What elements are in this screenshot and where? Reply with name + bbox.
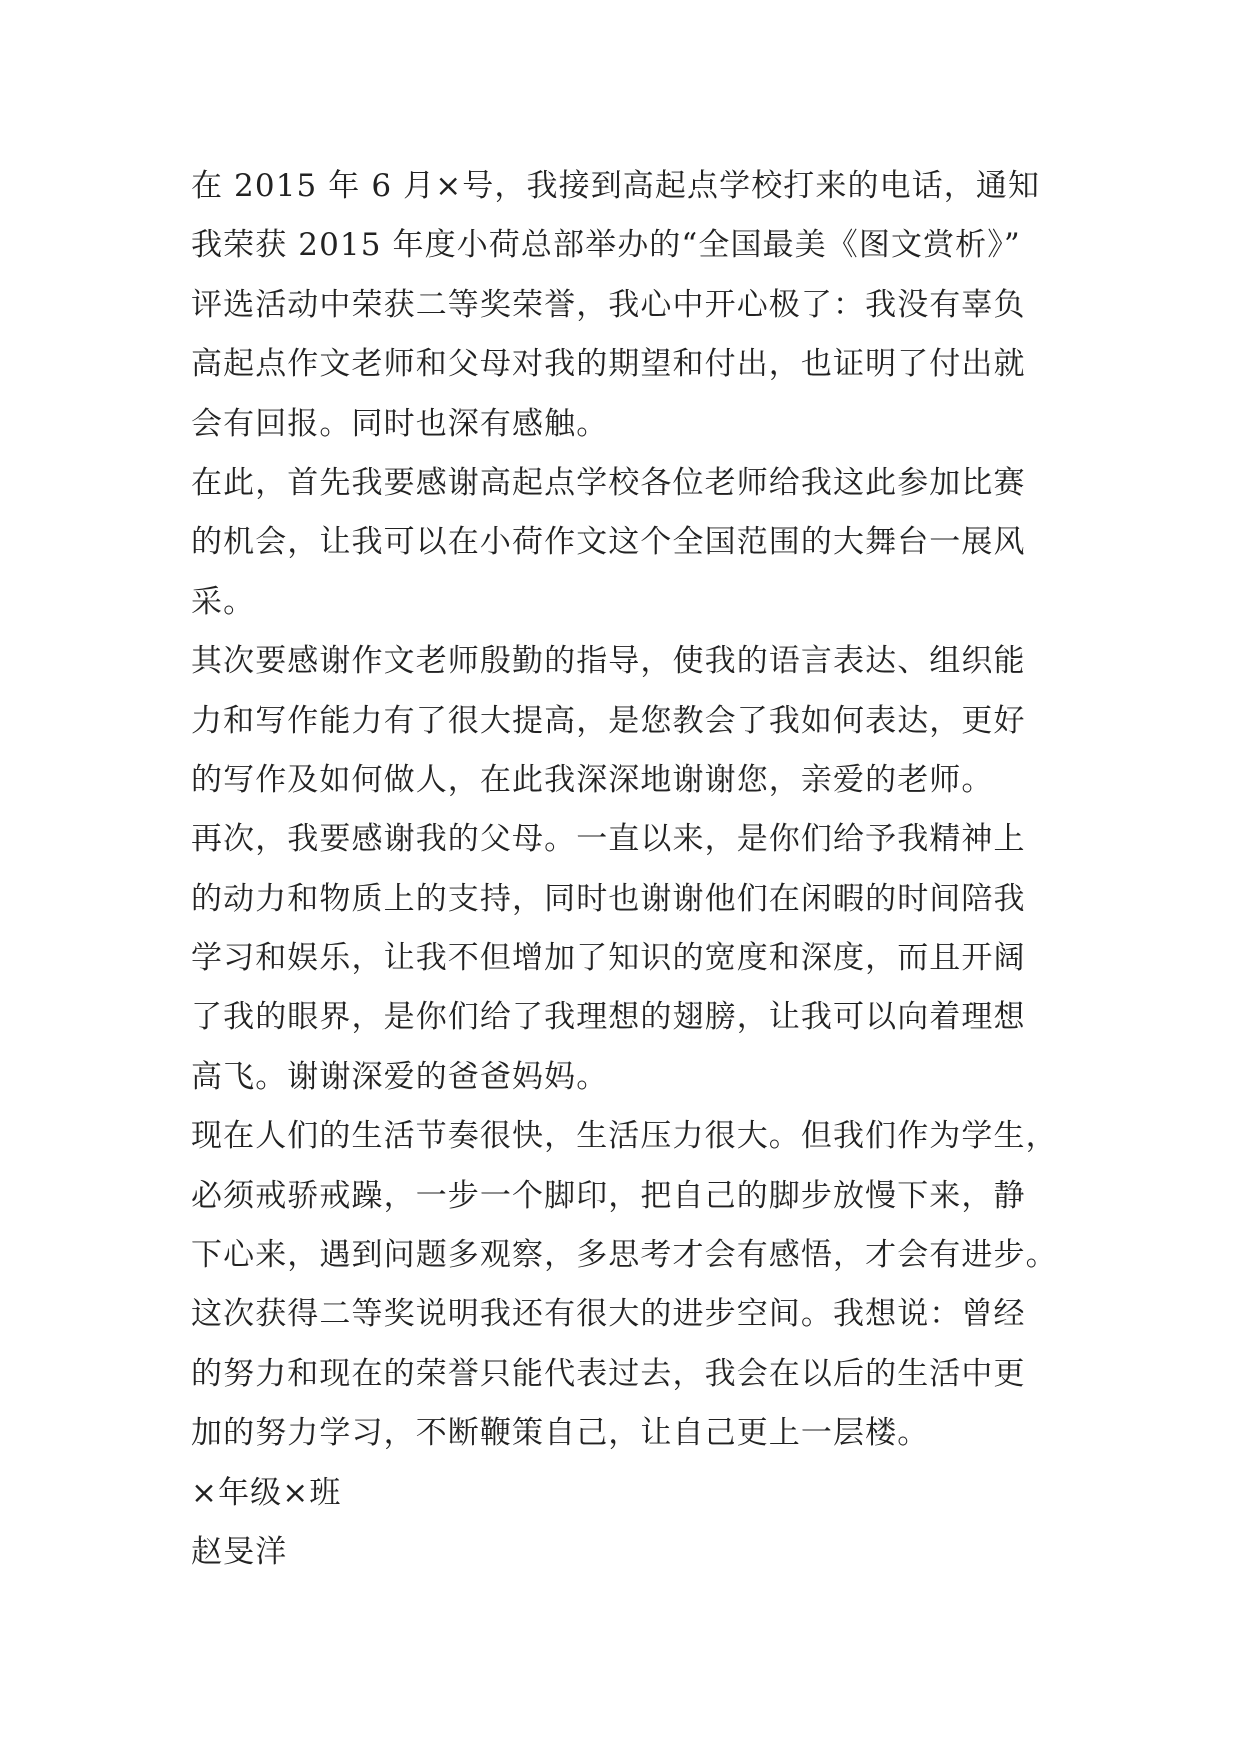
author-name: 赵旻洋 (191, 1533, 288, 1570)
text-line: 评选活动中荣获二等奖荣誉，我心中开心极了：我没有辜负 (191, 286, 1026, 323)
text-line: 其次要感谢作文老师殷勤的指导，使我的语言表达、组织能 (191, 643, 1026, 680)
text-line: 加的努力学习，不断鞭策自己，让自己更上一层楼。 (191, 1415, 930, 1452)
text-line: 采。 (191, 583, 256, 620)
text-line: 高起点作文老师和父母对我的期望和付出，也证明了付出就 (191, 346, 1026, 383)
text-line: 这次获得二等奖说明我还有很大的进步空间。我想说：曾经 (191, 1296, 1026, 1333)
text-line: 了我的眼界，是你们给了我理想的翅膀，让我可以向着理想 (191, 999, 1026, 1036)
text-line: 再次，我要感谢我的父母。一直以来，是你们给予我精神上 (191, 821, 1026, 858)
text-line: 的动力和物质上的支持，同时也谢谢他们在闲暇的时间陪我 (191, 880, 1026, 917)
text-line: 现在人们的生活节奏很快，生活压力很大。但我们作为学生， (191, 1118, 1058, 1155)
text-line: 下心来，遇到问题多观察，多思考才会有感悟，才会有进步。 (191, 1237, 1058, 1274)
text-line: 必须戒骄戒躁，一步一个脚印，把自己的脚步放慢下来，静 (191, 1177, 1026, 1214)
text-line: 力和写作能力有了很大提高，是您教会了我如何表达，更好 (191, 702, 1026, 739)
class-line: ×年级×班 (191, 1474, 342, 1511)
text-line: 我荣获 2015 年度小荷总部举办的“全国最美《图文赏析》” (191, 227, 1021, 264)
document-body (191, 157, 1058, 1582)
text-line: 在 2015 年 6 月×号，我接到高起点学校打来的电话，通知 (191, 168, 1041, 204)
text-line: 在此，首先我要感谢高起点学校各位老师给我这此参加比赛 (191, 464, 1026, 501)
text-line: 会有回报。同时也深有感触。 (191, 405, 609, 442)
text-line: 的机会，让我可以在小荷作文这个全国范围的大舞台一展风 (191, 524, 1026, 561)
text-line: 的努力和现在的荣誉只能代表过去，我会在以后的生活中更 (191, 1355, 1026, 1392)
text-line: 高飞。谢谢深爱的爸爸妈妈。 (191, 1058, 609, 1095)
text-line: 学习和娱乐，让我不但增加了知识的宽度和深度，而且开阔 (191, 940, 1026, 977)
text-line: 的写作及如何做人，在此我深深地谢谢您，亲爱的老师。 (191, 761, 994, 798)
